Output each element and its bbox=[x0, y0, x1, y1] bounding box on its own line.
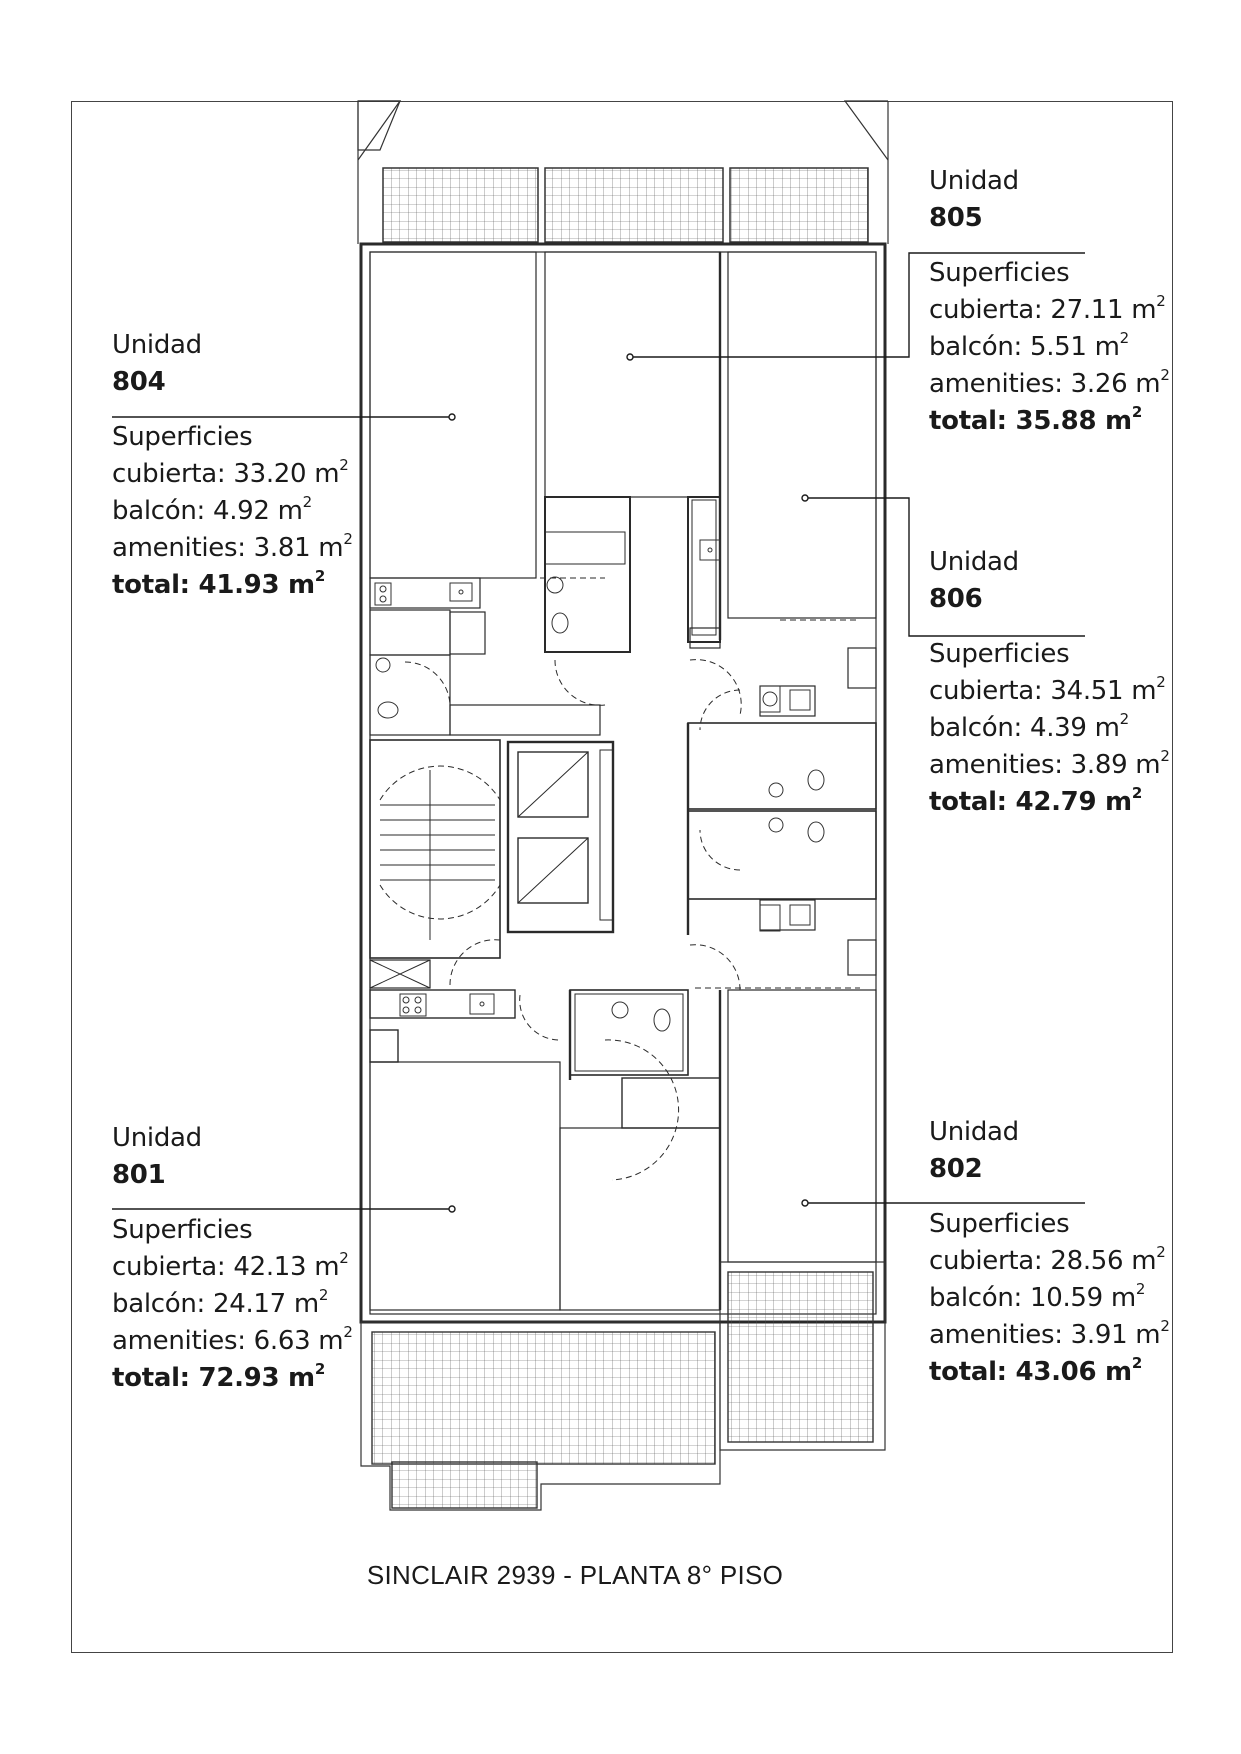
building-walls bbox=[361, 244, 885, 1322]
unit-805-info bbox=[929, 163, 1170, 440]
total-area: total: 43.06 $m^2$ bbox=[929, 1354, 1142, 1387]
amenities-area: amenities: 3.81 $m^2$ bbox=[112, 530, 353, 563]
total-area: total: 42.79 $m^2$ bbox=[929, 784, 1142, 817]
unit-number: 805 bbox=[929, 203, 983, 233]
balcon-area: balcón: 24.17 $m^2$ bbox=[112, 1286, 329, 1319]
balcon-area: balcón: 5.51 $m^2$ bbox=[929, 329, 1129, 362]
unit-number: 804 bbox=[112, 367, 166, 397]
unit-806-info bbox=[929, 544, 1170, 821]
unit-label: Unidad bbox=[929, 166, 1019, 196]
surfaces-heading: Superficies bbox=[929, 1209, 1070, 1239]
cubierta-area: cubierta: 27.11 $m^2$ bbox=[929, 292, 1166, 325]
unit-805-header bbox=[929, 163, 1170, 237]
unit-804-header bbox=[112, 327, 353, 401]
balcony-bottom bbox=[361, 1262, 885, 1510]
unit-number: 806 bbox=[929, 584, 983, 614]
unit-802-info bbox=[929, 1114, 1170, 1391]
total-area: total: 72.93 $m^2$ bbox=[112, 1360, 325, 1393]
unit-label: Unidad bbox=[929, 1117, 1019, 1147]
balcon-area: balcón: 4.39 $m^2$ bbox=[929, 710, 1129, 743]
cubierta-area: cubierta: 34.51 $m^2$ bbox=[929, 673, 1166, 706]
amenities-area: amenities: 3.26 $m^2$ bbox=[929, 366, 1170, 399]
unit-806-header bbox=[929, 544, 1170, 618]
unit-801-header bbox=[112, 1120, 353, 1194]
surfaces-heading: Superficies bbox=[112, 422, 253, 452]
unit-label: Unidad bbox=[112, 1123, 202, 1153]
amenities-area: amenities: 3.89 $m^2$ bbox=[929, 747, 1170, 780]
surfaces-heading: Superficies bbox=[112, 1215, 253, 1245]
unit-label: Unidad bbox=[112, 330, 202, 360]
total-area: total: 35.88 $m^2$ bbox=[929, 403, 1142, 436]
plan-title: SINCLAIR 2939 - PLANTA 8° PISO bbox=[366, 1560, 784, 1590]
balcon-area: balcón: 4.92 $m^2$ bbox=[112, 493, 312, 526]
amenities-area: amenities: 6.63 $m^2$ bbox=[112, 1323, 353, 1356]
unit-804-info bbox=[112, 327, 353, 604]
balcon-area: balcón: 10.59 $m^2$ bbox=[929, 1280, 1146, 1313]
unit-label: Unidad bbox=[929, 547, 1019, 577]
unit-801-info bbox=[112, 1120, 353, 1397]
amenities-area: amenities: 3.91 $m^2$ bbox=[929, 1317, 1170, 1350]
cubierta-area: cubierta: 28.56 $m^2$ bbox=[929, 1243, 1166, 1276]
cubierta-area: cubierta: 42.13 $m^2$ bbox=[112, 1249, 349, 1282]
balcony-top bbox=[358, 101, 888, 244]
unit-number: 802 bbox=[929, 1154, 983, 1184]
surfaces-heading: Superficies bbox=[929, 258, 1070, 288]
total-area: total: 41.93 $m^2$ bbox=[112, 567, 325, 600]
unit-802-header bbox=[929, 1114, 1170, 1188]
unit-number: 801 bbox=[112, 1160, 166, 1190]
surfaces-heading: Superficies bbox=[929, 639, 1070, 669]
cubierta-area: cubierta: 33.20 $m^2$ bbox=[112, 456, 349, 489]
